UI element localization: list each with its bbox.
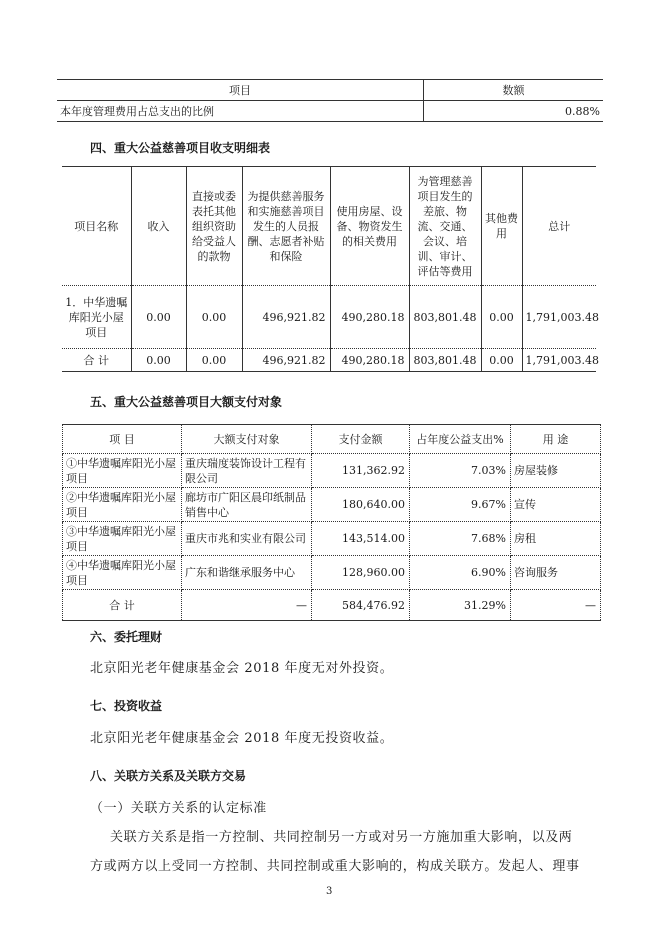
ratio-label: 本年度管理费用占总支出的比例 <box>57 101 424 122</box>
section8-title: 八、关联方关系及关联方交易 <box>90 769 247 783</box>
section6-title: 六、委托理财 <box>90 630 163 644</box>
section5-title: 五、重大公益慈善项目大额支付对象 <box>90 395 283 409</box>
ratio-value: 0.88% <box>424 101 604 122</box>
section8-line1: 关联方关系是指一方控制、共同控制另一方或对另一方施加重大影响，以及两 <box>110 830 573 845</box>
col-payee: 大额支付对象 <box>182 425 312 454</box>
table-row: ③中华遗嘱库阳光小屋项目 重庆市兆和实业有限公司 143,514.00 7.68% 房租 <box>63 522 601 556</box>
project-expense-table <box>62 166 599 372</box>
section6-text: 北京阳光老年健康基金会 2018 年度无对外投资。 <box>90 661 394 676</box>
page-number: 3 <box>326 886 333 897</box>
section8-line2: 方或两方以上受同一方控制、共同控制或重大影响的，构成关联方。发起人、理事 <box>90 859 580 874</box>
col-project-name: 项目名称 <box>62 167 131 286</box>
col-purpose: 用 途 <box>511 425 601 454</box>
table-total-row: 合 计 — 584,476.92 31.29% — <box>63 590 601 621</box>
section7-title: 七、投资收益 <box>90 699 163 713</box>
col-percent: 占年度公益支出% <box>410 425 511 454</box>
section7-text: 北京阳光老年健康基金会 2018 年度无投资收益。 <box>90 731 394 746</box>
col-other: 其他费用 <box>481 167 522 286</box>
col-income: 收入 <box>131 167 186 286</box>
col-total: 总计 <box>522 167 596 286</box>
col-facility: 使用房屋、设备、物资发生的相关费用 <box>330 167 409 286</box>
section8-subtitle: （一）关联方关系的认定标准 <box>90 801 267 816</box>
table-row: ④中华遗嘱库阳光小屋项目 广东和谐继承服务中心 128,960.00 6.90% 咨询服务 <box>63 556 601 590</box>
col-project: 项 目 <box>63 425 182 454</box>
expense-ratio-table <box>57 79 603 122</box>
col-management: 为管理慈善项目发生的差旅、物流、交通、会议、培训、审计、评估等费用 <box>409 167 481 286</box>
large-payment-table <box>62 424 601 621</box>
col-personnel: 为提供慈善服务和实施慈善项目发生的人员报酬、志愿者补贴和保险 <box>242 167 330 286</box>
col-direct-grant: 直接或委表托其他组织资助给受益人的款物 <box>186 167 242 286</box>
section4-title: 四、重大公益慈善项目收支明细表 <box>90 141 271 155</box>
col-amount: 支付金额 <box>312 425 410 454</box>
table-row: ①中华遗嘱库阳光小屋项目 重庆瑞度装饰设计工程有限公司 131,362.92 7.03% 房屋装修 <box>63 454 601 488</box>
table-row: ②中华遗嘱库阳光小屋项目 廊坊市广阳区晨印纸制品销售中心 180,640.00 9.67% 宣传 <box>63 488 601 522</box>
table-row: 1．中华遗嘱库阳光小屋项目 0.00 0.00 496,921.82 490,280.18 803,801.48 0.00 1,791,003.48 <box>62 286 596 349</box>
header-amount: 数额 <box>424 80 604 101</box>
header-item: 项目 <box>57 80 424 101</box>
table-total-row: 合 计 0.00 0.00 496,921.82 490,280.18 803,801.48 0.00 1,791,003.48 <box>62 349 596 372</box>
